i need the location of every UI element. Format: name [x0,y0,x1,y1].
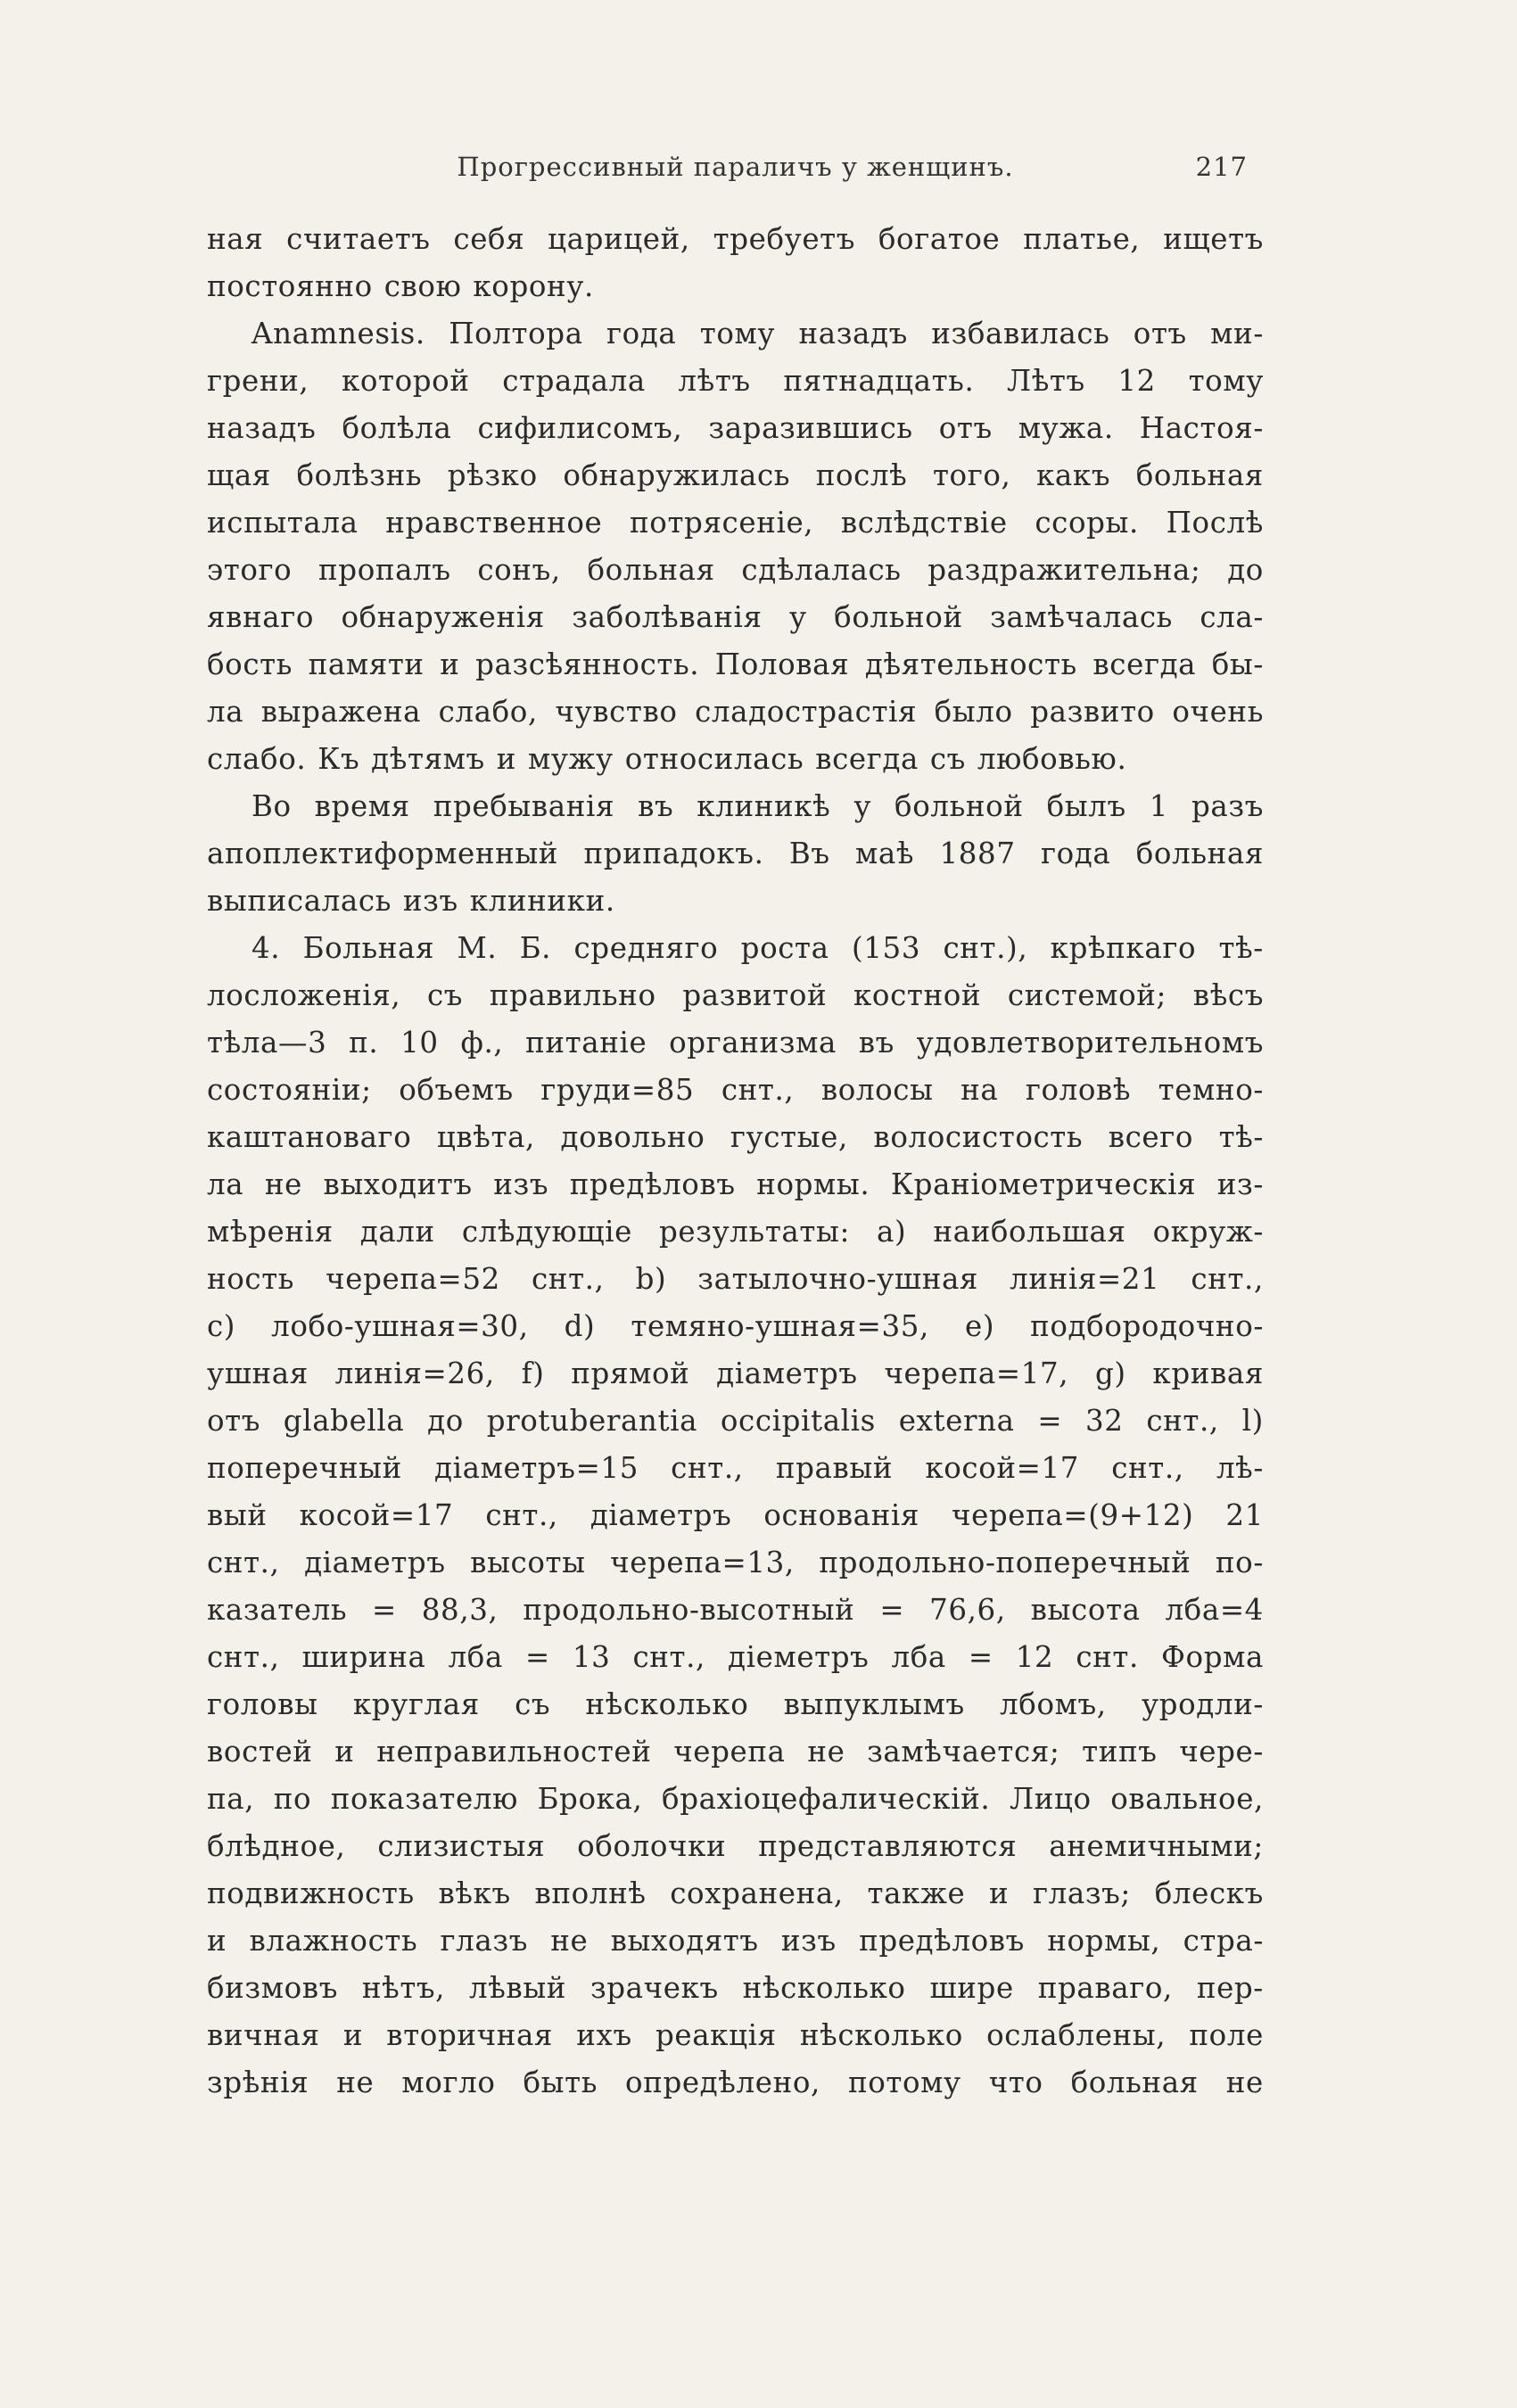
running-title: Прогрессивный параличъ у женщинъ. [457,152,1014,182]
text-line: зрѣнія не могло быть опредѣлено, потому что больная не [207,2066,1264,2099]
text-line: и влажность глазъ не выходятъ изъ предѣловъ нормы, стра- [207,1924,1264,1958]
paragraph-continuation [207,216,1264,310]
paragraph-clinic-stay [207,783,1264,925]
text-line: назадъ болѣла сифилисомъ, заразившись отъ мужа. Настоя- [207,411,1264,445]
text-line: апоплектиформенный припадокъ. Въ маѣ 1887 года больная [207,837,1264,870]
text-line: вый косой=17 снт., діаметръ основанія черепа=(9+12) 21 [207,1498,1264,1532]
text-line: тѣла—3 п. 10 ф., питаніе организма въ удовлетворительномъ [207,1026,1264,1060]
text-line: выписалась изъ клиники. [207,884,615,918]
text-line: головы круглая съ нѣсколько выпуклымъ лбомъ, уродли- [207,1687,1264,1721]
text-line: снт., діаметръ высоты черепа=13, продольно-поперечный по- [207,1546,1264,1579]
text-line: слабо. Къ дѣтямъ и мужу относилась всегда съ любовью. [207,742,1127,776]
text-line: лосложенія, съ правильно развитой костной системой; вѣсъ [207,978,1264,1012]
text-body [207,216,1264,2107]
text-line: каштановаго цвѣта, довольно густые, волосистость всего тѣ- [207,1120,1264,1154]
text-line: отъ glabella до protuberantia occipitalis externa = 32 снт., l) [207,1404,1264,1438]
text-line: востей и неправильностей черепа не замѣчается; типъ чере- [207,1735,1264,1769]
text-line: ушная линія=26, f) прямой діаметръ черепа=17, g) кривая [207,1357,1264,1390]
text-line: бизмовъ нѣтъ, лѣвый зрачекъ нѣсколько шире праваго, пер- [207,1971,1264,2005]
text-line: Anamnesis. Полтора года тому назадъ избавилась отъ ми- [251,317,1264,350]
page-number: 217 [1195,152,1248,182]
text-line: блѣдное, слизистыя оболочки представляются анемичными; [207,1829,1264,1863]
text-line: состояніи; объемъ груди=85 снт., волосы на головѣ темно- [207,1073,1264,1107]
text-line: испытала нравственное потрясеніе, вслѣдствіе ссоры. Послѣ [207,506,1264,540]
text-line: бость памяти и разсѣянность. Половая дѣятельность всегда бы- [207,647,1264,681]
text-line: грени, которой страдала лѣтъ пятнадцать. Лѣтъ 12 тому [207,364,1264,398]
running-head [207,145,1264,188]
text-line: ная считаетъ себя царицей, требуетъ богатое платье, ищетъ [207,222,1264,256]
text-line: этого пропалъ сонъ, больная сдѣлалась раздражительна; до [207,553,1264,587]
text-line: явнаго обнаруженія заболѣванія у больной замѣчалась сла- [207,600,1264,634]
paragraph-anamnesis [207,310,1264,783]
text-line: ла не выходитъ изъ предѣловъ нормы. Краніометрическія из- [207,1167,1264,1201]
text-line: подвижность вѣкъ вполнѣ сохранена, также и глазъ; блескъ [207,1876,1264,1910]
text-line: щая болѣзнь рѣзко обнаружилась послѣ того, какъ больная [207,458,1264,492]
text-line: мѣренія дали слѣдующіе результаты: a) наибольшая окруж- [207,1215,1264,1249]
text-line: Во время пребыванія въ клиникѣ у больной былъ 1 разъ [251,789,1264,823]
text-line: казатель = 88,3, продольно-высотный = 76,6, высота лба=4 [207,1593,1264,1627]
paragraph-case-4 [207,925,1264,2107]
text-line: поперечный діаметръ=15 снт., правый косой=17 снт., лѣ- [207,1451,1264,1485]
text-line: ность черепа=52 снт., b) затылочно-ушная линія=21 снт., [207,1262,1264,1296]
text-line: па, по показателю Брока, брахіоцефалическій. Лицо овальное, [207,1782,1264,1816]
text-line: ла выражена слабо, чувство сладострастія было развито очень [207,695,1264,729]
text-line: постоянно свою корону. [207,269,594,303]
text-line: вичная и вторичная ихъ реакція нѣсколько ослаблены, поле [207,2018,1264,2052]
text-line: снт., ширина лба = 13 снт., діеметръ лба = 12 снт. Форма [207,1640,1264,1674]
text-line: c) лобо-ушная=30, d) темяно-ушная=35, e) подбородочно- [207,1309,1264,1343]
text-line: 4. Больная М. Б. средняго роста (153 снт.), крѣпкаго тѣ- [251,931,1264,965]
